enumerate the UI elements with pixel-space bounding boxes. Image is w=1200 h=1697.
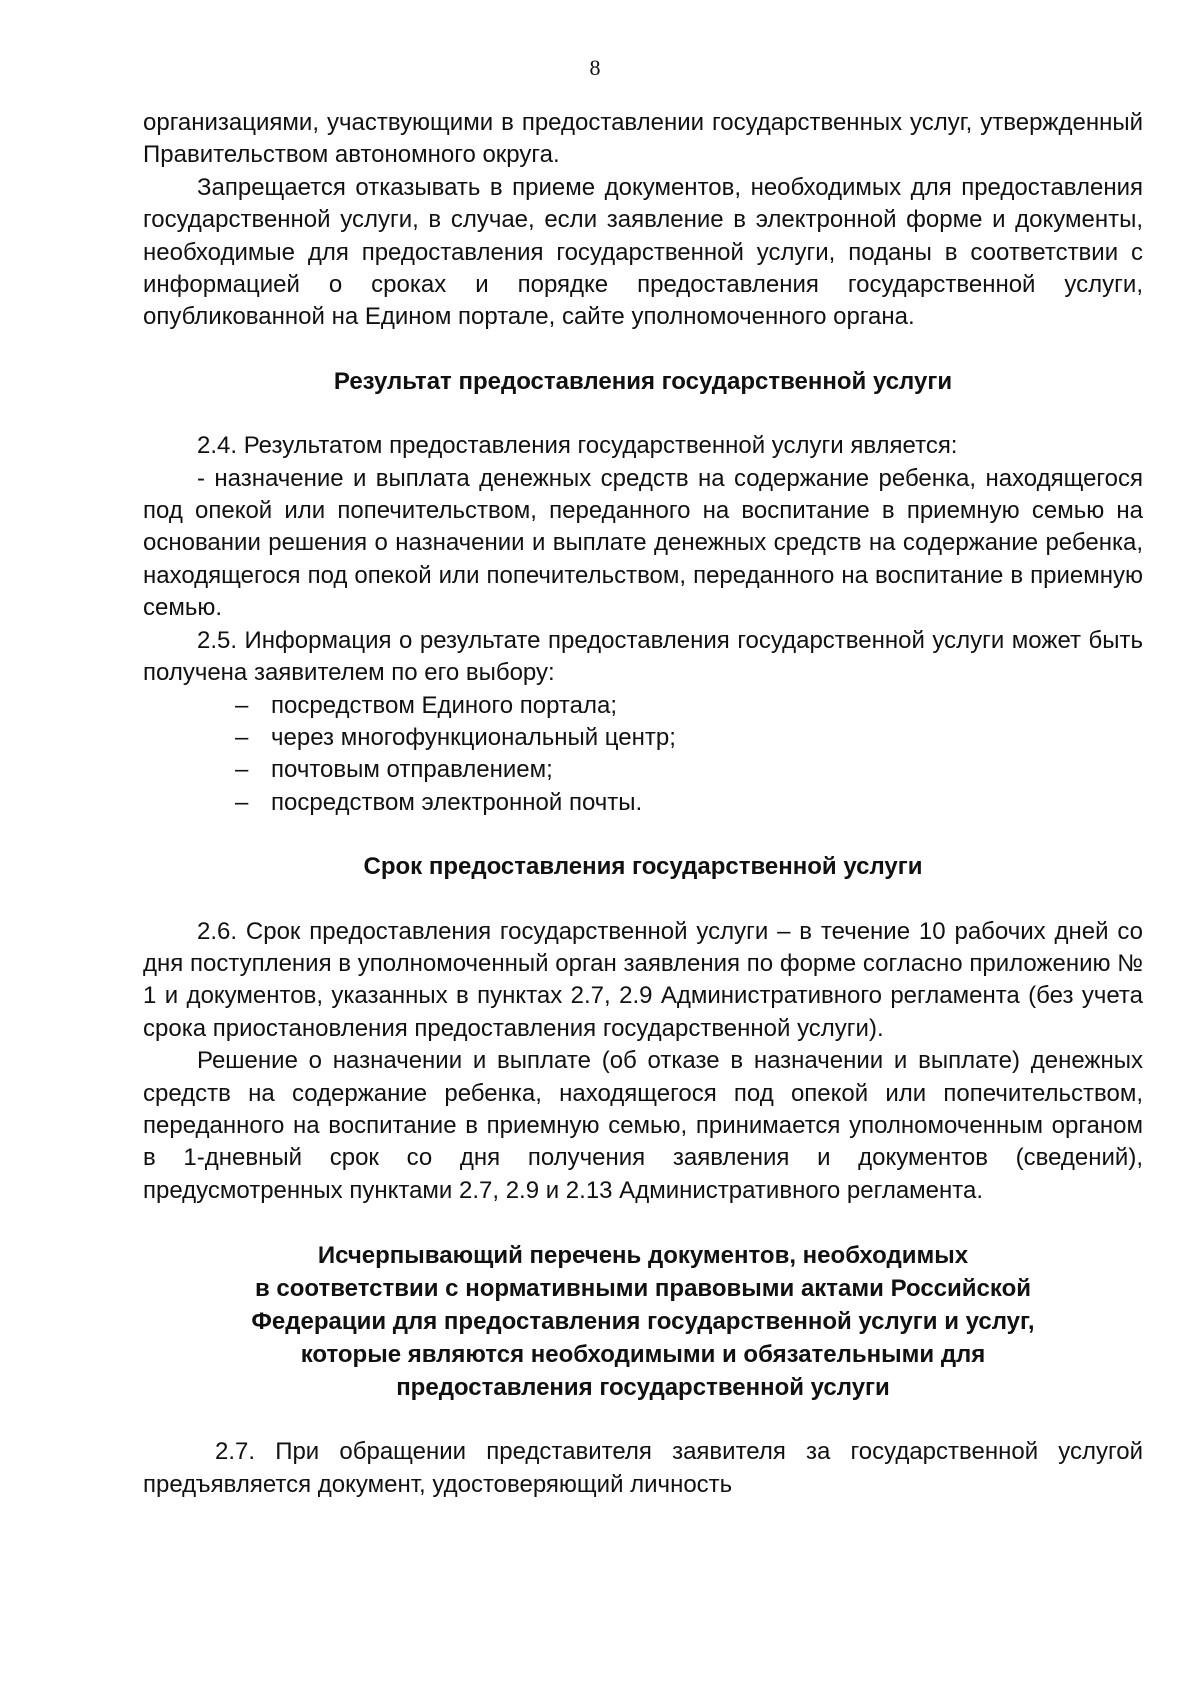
heading-line: в соответствии с нормативными правовыми актами Российской <box>255 1275 1031 1303</box>
paragraph-2-7: 2.7. При обращении представителя заявителя за государственной услугой предъявляется документ, удостоверяющий личность <box>143 1438 1143 1498</box>
result-info-methods-list <box>143 690 1143 820</box>
paragraph-2-5: 2.5. Информация о результате предоставления государственной услуги может быть получена заявителем по его выбору: <box>143 626 1143 687</box>
heading-line: Федерации для предоставления государственной услуги и услуг, <box>251 1308 1035 1336</box>
heading-service-result: Результат предоставления государственной услуги <box>333 367 953 395</box>
heading-line: Исчерпывающий перечень документов, необходимых <box>317 1242 969 1270</box>
list-item: – посредством Единого портала; <box>235 690 1143 722</box>
heading-line: которые являются необходимыми и обязательными для <box>300 1341 986 1369</box>
heading-line: предоставления государственной услуги <box>396 1374 890 1402</box>
paragraph-2-6: 2.6. Срок предоставления государственной услуги – в течение 10 рабочих дней со дня поступления в уполномоченный орган заявления по форме согласно приложению № 1 и документов, указанных в пунктах 2.7, 2.9 Административного регламента (без учета срока приостановления предоставления государственной услуги). <box>143 917 1143 1042</box>
list-item: – через многофункциональный центр; <box>235 722 1143 754</box>
list-item: – посредством электронной почты. <box>235 787 1143 819</box>
page-number: 8 <box>589 55 601 80</box>
document-body <box>143 107 1143 1501</box>
heading-documents-list <box>143 1239 1143 1404</box>
paragraph-2-4: 2.4. Результатом предоставления государственной услуги является: <box>197 432 958 460</box>
list-item: – почтовым отправлением; <box>235 754 1143 786</box>
paragraph-refusal-prohibition: Запрещается отказывать в приеме документов, необходимых для предоставления государственной услуги, в случае, если заявление в электронной форме и документы, необходимые для предоставления государственной услуги, поданы в соответствии с информацией о сроках и порядке предоставления государственной услуги, опубликованной на Едином портале, сайте уполномоченного органа. <box>143 173 1143 331</box>
paragraph-decision: Решение о назначении и выплате (об отказе в назначении и выплате) денежных средств на содержание ребенка, находящегося под опекой или попечительством, переданного на воспитание в приемную семью, принимается уполномоченным органом в 1-дневный срок со дня получения заявления и документов (сведений), предусмотренных пунктами 2.7, 2.9 и 2.13 Административного регламента. <box>143 1047 1143 1204</box>
heading-service-term: Срок предоставления государственной услуги <box>363 853 923 881</box>
paragraph-continuation: организациями, участвующими в предоставлении государственных услуг, утвержденный Правительством автономного округа. <box>143 109 1143 169</box>
paragraph-2-4-item: - назначение и выплата денежных средств на содержание ребенка, находящегося под опекой или попечительством, переданного на воспитание в приемную семью на основании решения о назначении и выплате денежных средств на содержание ребенка, находящегося под опекой или попечительством, переданного на воспитание в приемную семью. <box>143 464 1143 622</box>
